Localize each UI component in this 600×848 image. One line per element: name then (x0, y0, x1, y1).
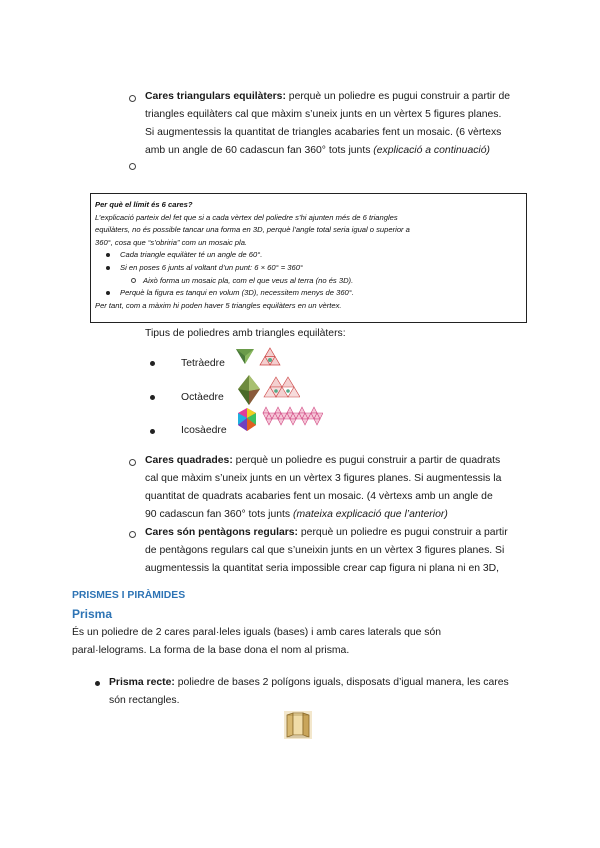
list-circle-bullet-empty (129, 163, 136, 170)
box-bullet: Perquè la figura es tanqui en volum (3D), necessitem menys de 360°. (95, 287, 523, 300)
section-paragraph (72, 624, 542, 660)
list-item-triangular (145, 88, 545, 160)
item-text: poliedre de bases 2 polígons iguals, disposats d’igual manera, les cares (174, 677, 509, 688)
section-subheading: Prisma (72, 607, 113, 621)
item-bold-label: Cares són pentàgons regulars: (145, 527, 299, 538)
item-text: perquè un poliedre es pugui construir a partir de (285, 91, 511, 102)
bullet (150, 361, 155, 366)
list-circle-bullet (129, 95, 136, 102)
item-text: quantitat de quadrats acabaries fent un mosaic. (4 vèrtexs amb un angle de (145, 491, 493, 502)
item-text: de pentàgons regulars cal que s’uneixin junts en un vèrtex 3 figures planes. Si (145, 545, 505, 556)
list-item-square (145, 452, 545, 524)
bullet (95, 681, 100, 686)
box-bullet: Si en poses 6 junts al voltant d’un punt: 6 × 60° = 360° (95, 262, 523, 275)
list-item-pentagon (145, 524, 545, 578)
item-text: triangles equilàters cal que màxim s’uneix junts en un vèrtex 5 figures planes. (145, 109, 502, 120)
box-sub-bullet: Això forma un mosaic pla, com el que veus al terra (no és 3D). (95, 275, 523, 288)
item-text: 90 cadascun fan 360° tots junts (145, 509, 293, 520)
list-circle-bullet (129, 459, 136, 466)
paragraph-line: paral·lelograms. La forma de la base dona el nom al prisma. (72, 645, 350, 656)
item-bold-label: Prisma recte: (109, 677, 175, 688)
octahedron-image (236, 373, 300, 409)
box-bullet: Cada triangle equilàter té un angle de 60°. (95, 249, 523, 262)
item-text: augmentessis la quantitat seria impossible crear cap figura ni plana ni en 3D, (145, 563, 500, 574)
item-text: amb un angle de 60 cadascun fan 360° tots junts (145, 145, 374, 156)
item-text: Si augmentessis la quantitat de triangles acabaries fent un mosaic. (6 vèrtexs (145, 127, 502, 138)
type-label: Icosàedre (181, 425, 227, 436)
prism-bullet (109, 674, 549, 710)
bullet (150, 395, 155, 400)
item-text: perquè un poliedre es pugui construir a partir de quadrats (232, 455, 501, 466)
box-line: Per tant, com a màxim hi poden haver 5 triangles equilàters en un vèrtex. (95, 300, 342, 310)
item-bold-label: Cares quadrades: (145, 455, 233, 466)
types-heading: Tipus de poliedres amb triangles equilàters: (145, 328, 346, 339)
icosahedron-image (235, 405, 323, 439)
section-heading: PRISMES I PIRÀMIDES (72, 590, 186, 601)
item-text: cal que màxim s’uneix junts en un vèrtex 3 figures planes. Si augmentessis la (145, 473, 502, 484)
box-line: 360°, cosa que “s’obriria” com un mosaic pla. (95, 237, 248, 247)
item-text: són rectangles. (109, 695, 180, 706)
paragraph-line: És un poliedre de 2 cares paral·leles iguals (bases) i amb cares laterals que són (72, 627, 442, 638)
type-label: Octàedre (181, 392, 224, 403)
item-italic-note: (mateixa explicació que l’anterior) (293, 509, 448, 520)
type-label: Tetràedre (181, 358, 225, 369)
box-title: Per què el límit és 6 cares? (95, 200, 193, 209)
item-italic-note: (explicació a continuació) (373, 145, 490, 156)
explanation-box (90, 193, 527, 323)
list-circle-bullet (129, 531, 136, 538)
tetrahedron-image (234, 346, 284, 368)
bullet (150, 429, 155, 434)
box-line: equilàters, no és possible tancar una forma en 3D, perquè l’angle total seria igual o superior a (95, 225, 410, 235)
box-line: L’explicació parteix del fet que si a cada vèrtex del poliedre s’hi ajunten més de 6 triangles (95, 212, 398, 222)
prism-image (283, 710, 313, 740)
item-text: perquè un poliedre es pugui construir a partir (298, 527, 508, 538)
item-bold-label: Cares triangulars equilàters: (145, 91, 286, 102)
